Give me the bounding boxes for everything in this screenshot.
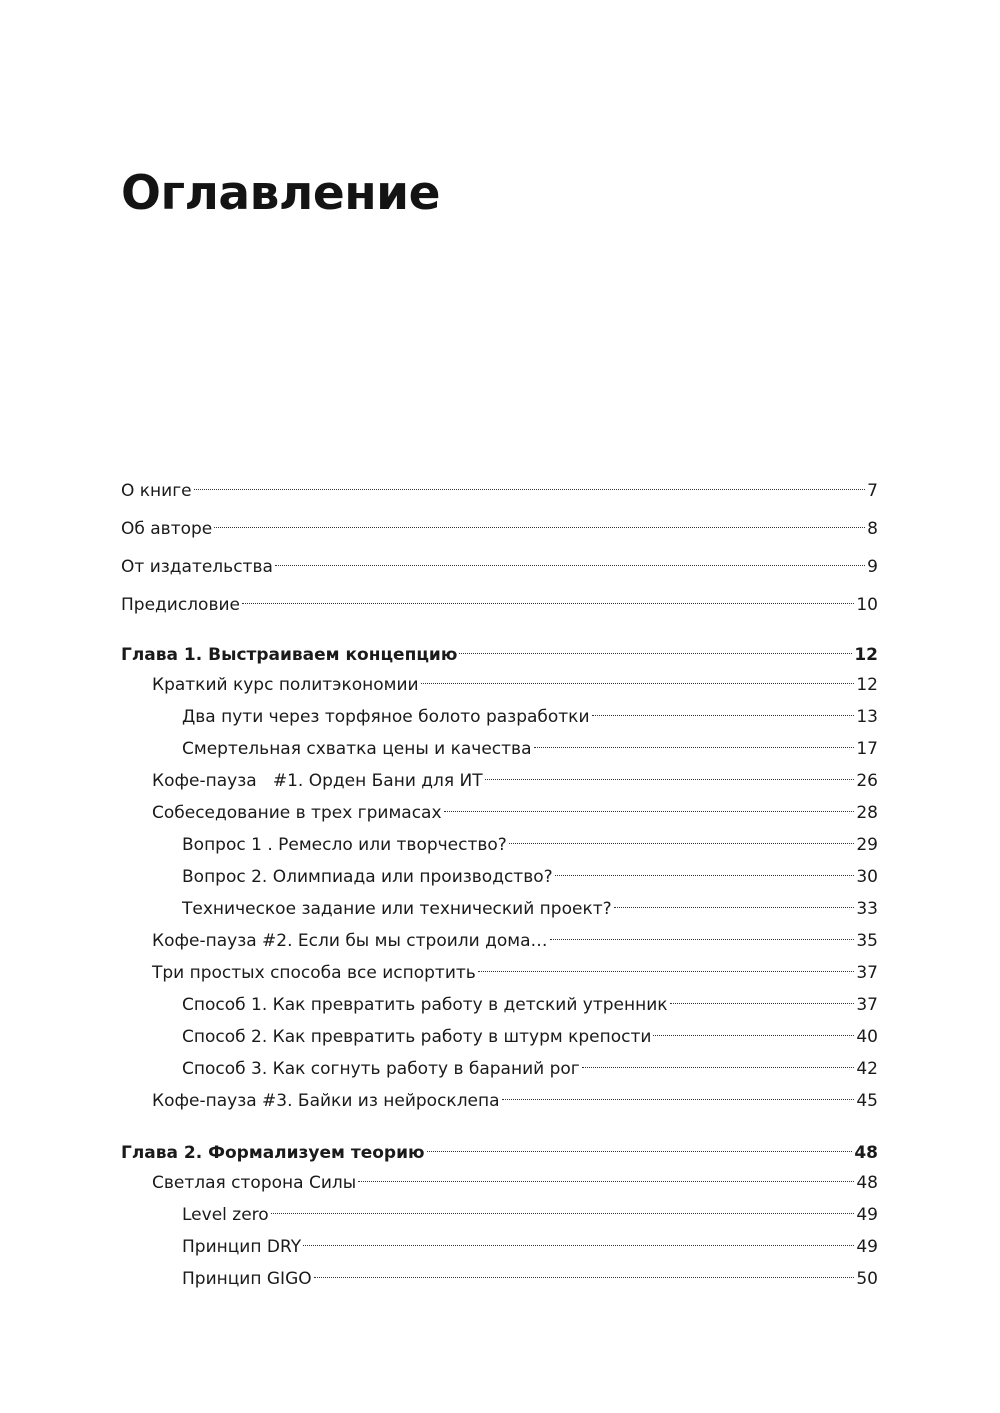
- toc-page-number: 49: [856, 1237, 878, 1257]
- toc-page-number: 40: [856, 1027, 878, 1047]
- toc-page-number: 37: [856, 963, 878, 983]
- toc-entry[interactable]: [121, 858, 878, 887]
- toc-page-number: 29: [856, 835, 878, 855]
- dot-leader: [444, 794, 855, 818]
- dot-leader: [275, 548, 865, 572]
- dot-leader: [242, 586, 854, 610]
- toc-entry-title: Вопрос 1 . Ремесло или творчество?: [182, 835, 507, 855]
- dot-leader: [427, 1134, 853, 1158]
- toc-page-number: 48: [856, 1173, 878, 1193]
- toc-entry[interactable]: [121, 698, 878, 727]
- dot-leader: [534, 730, 855, 754]
- dot-leader: [555, 858, 855, 882]
- toc-entry-title: Светлая сторона Силы: [152, 1173, 357, 1193]
- dot-leader: [358, 1164, 854, 1188]
- dot-leader: [509, 826, 855, 850]
- toc-entry-title: Об авторе: [121, 519, 213, 539]
- toc-entry-title: Техническое задание или технический проект?: [182, 899, 612, 919]
- toc-page-number: 17: [856, 739, 878, 759]
- toc-entry[interactable]: [121, 1082, 878, 1111]
- toc-entry[interactable]: [121, 1228, 878, 1257]
- toc-entry-title: Принцип DRY: [182, 1237, 302, 1257]
- dot-leader: [550, 922, 855, 946]
- toc-entry[interactable]: [121, 586, 878, 615]
- toc-page-number: 42: [856, 1059, 878, 1079]
- toc-entry[interactable]: [121, 986, 878, 1015]
- toc-entry[interactable]: [121, 472, 878, 501]
- toc-entry-title: Собеседование в трех гримасах: [152, 803, 442, 823]
- toc-entry[interactable]: [121, 1164, 878, 1193]
- toc-entry-title: Level zero: [182, 1205, 269, 1225]
- toc-entry-title: Глава 2. Формализуем теорию: [121, 1143, 425, 1163]
- toc-page-number: 28: [856, 803, 878, 823]
- toc-entry-title: Способ 3. Как согнуть работу в бараний рог: [182, 1059, 580, 1079]
- toc-page-number: 7: [867, 481, 878, 501]
- dot-leader: [421, 666, 855, 690]
- dot-leader: [485, 762, 855, 786]
- toc-entry-title: Краткий курс политэкономии: [152, 675, 419, 695]
- dot-leader: [582, 1050, 855, 1074]
- toc-page-number: 33: [856, 899, 878, 919]
- dot-leader: [194, 472, 866, 496]
- toc-entry[interactable]: [121, 1018, 878, 1047]
- toc-entry-title: Два пути через торфяное болото разработки: [182, 707, 590, 727]
- toc-entry[interactable]: [121, 1196, 878, 1225]
- toc-page-number: 12: [856, 675, 878, 695]
- dot-leader: [653, 1018, 854, 1042]
- dot-leader: [614, 890, 855, 914]
- dot-leader: [478, 954, 855, 978]
- dot-leader: [214, 510, 865, 534]
- toc-entry-title: Кофе-пауза #1. Орден Бани для ИТ: [152, 771, 483, 791]
- toc-entry-title: Смертельная схватка цены и качества: [182, 739, 532, 759]
- dot-leader: [271, 1196, 855, 1220]
- page-title: Оглавление: [121, 166, 440, 221]
- toc-page-number: 49: [856, 1205, 878, 1225]
- toc-entry[interactable]: [121, 730, 878, 759]
- dot-leader: [502, 1082, 855, 1106]
- toc-page-number: 50: [856, 1269, 878, 1289]
- toc-entry-title: Принцип GIGO: [182, 1269, 312, 1289]
- dot-leader: [314, 1260, 855, 1284]
- dot-leader: [459, 636, 852, 660]
- toc-chapter-entry[interactable]: [121, 636, 878, 665]
- toc-entry-title: Предисловие: [121, 595, 240, 615]
- toc-page-number: 37: [856, 995, 878, 1015]
- toc-entry-title: От издательства: [121, 557, 273, 577]
- toc-entry[interactable]: [121, 954, 878, 983]
- toc-entry-title: Три простых способа все испортить: [152, 963, 476, 983]
- toc-chapter-entry[interactable]: [121, 1134, 878, 1163]
- toc-entry[interactable]: [121, 1260, 878, 1289]
- toc-entry[interactable]: [121, 1050, 878, 1079]
- toc-entry-title: Вопрос 2. Олимпиада или производство?: [182, 867, 553, 887]
- toc-page-number: 35: [856, 931, 878, 951]
- toc-entry[interactable]: [121, 922, 878, 951]
- toc-entry-title: Кофе-пауза #3. Байки из нейросклепа: [152, 1091, 500, 1111]
- toc-entry-title: Способ 1. Как превратить работу в детский утренник: [182, 995, 668, 1015]
- toc-entry[interactable]: [121, 890, 878, 919]
- toc-page-number: 12: [854, 645, 878, 665]
- toc-page-number: 13: [856, 707, 878, 727]
- toc-entry[interactable]: [121, 548, 878, 577]
- toc-entry-title: Кофе-пауза #2. Если бы мы строили дома…: [152, 931, 548, 951]
- toc-entry-title: Глава 1. Выстраиваем концепцию: [121, 645, 458, 665]
- toc-entry[interactable]: [121, 826, 878, 855]
- toc-entry[interactable]: [121, 666, 878, 695]
- toc-entry[interactable]: [121, 762, 878, 791]
- toc-entry[interactable]: [121, 794, 878, 823]
- toc-entry[interactable]: [121, 510, 878, 539]
- toc-page-number: 26: [856, 771, 878, 791]
- toc-entry-title: Способ 2. Как превратить работу в штурм крепости: [182, 1027, 652, 1047]
- toc-page-number: 48: [854, 1143, 878, 1163]
- toc-page-number: 10: [856, 595, 878, 615]
- dot-leader: [592, 698, 855, 722]
- toc-page-number: 30: [856, 867, 878, 887]
- toc-page-number: 8: [867, 519, 878, 539]
- toc-page-number: 9: [867, 557, 878, 577]
- dot-leader: [670, 986, 855, 1010]
- toc-entry-title: О книге: [121, 481, 192, 501]
- toc-page-number: 45: [856, 1091, 878, 1111]
- dot-leader: [303, 1228, 854, 1252]
